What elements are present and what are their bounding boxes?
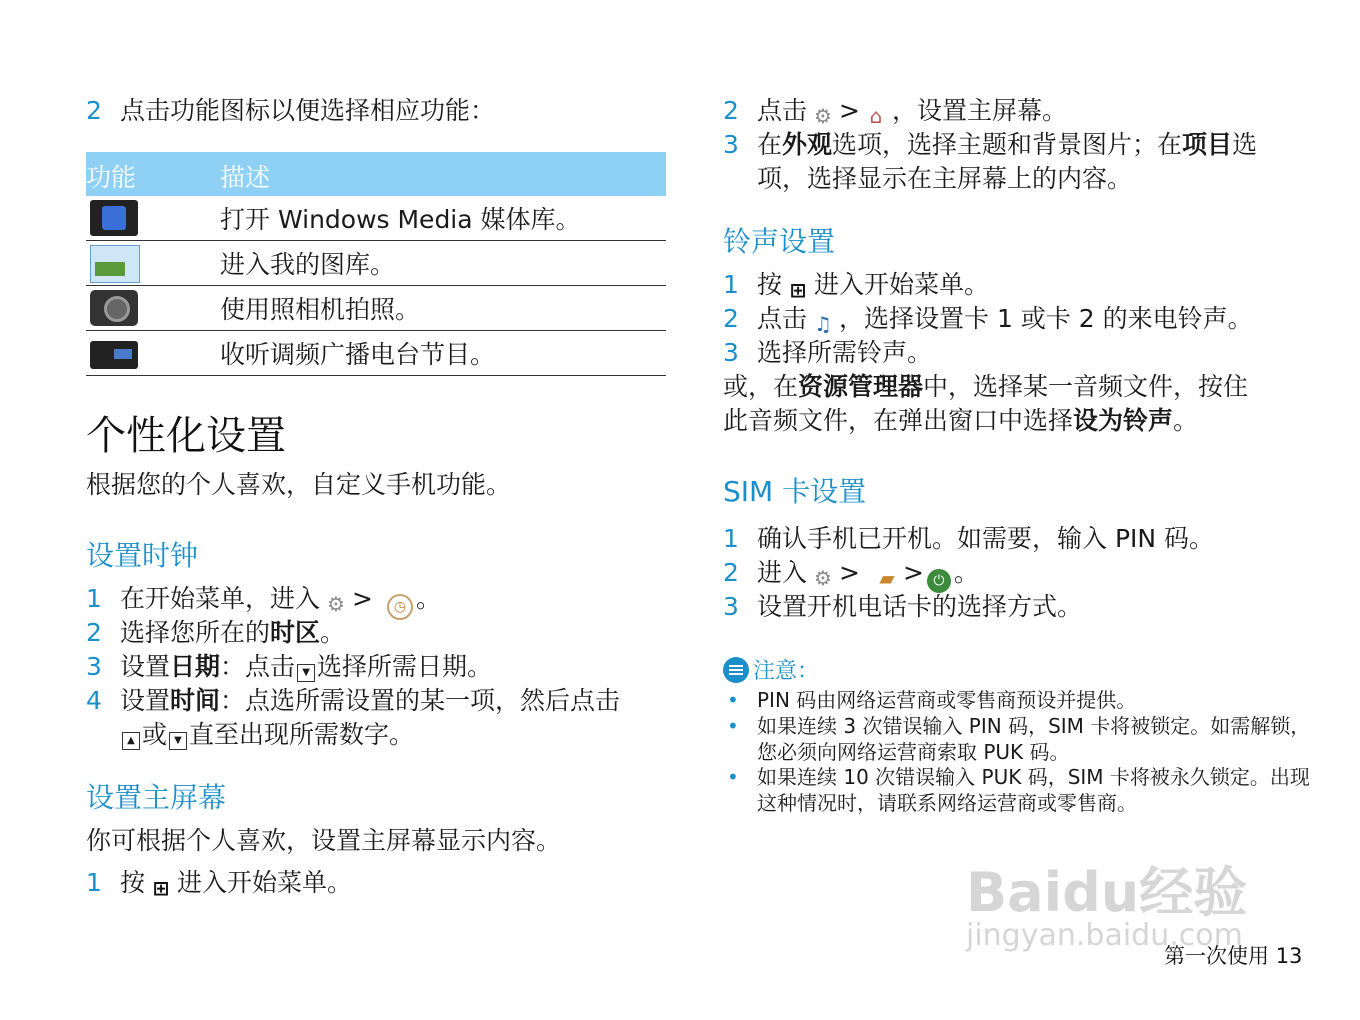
- clock-icon: ◷: [387, 594, 413, 620]
- power-icon: ⏻: [927, 569, 951, 593]
- clock-heading: 设置时钟: [86, 539, 199, 572]
- windows-media-icon[interactable]: [90, 200, 138, 236]
- ringtone-step-1: 1 按 ⊞ 进入开始菜单。: [723, 270, 990, 302]
- home-intro: 你可根据个人喜欢，设置主屏幕显示内容。: [86, 826, 562, 855]
- camera-icon[interactable]: [90, 290, 138, 326]
- page-footer: 第一次使用 13: [1164, 944, 1303, 968]
- sim-heading: SIM 卡设置: [723, 475, 867, 508]
- note-bullet: • PIN 码由网络运营商或零售商预设并提供。: [727, 688, 1137, 712]
- gear-icon: ⚙: [814, 104, 832, 128]
- home-step-1: 1 按 ⊞ 进入开始菜单。: [86, 868, 353, 900]
- table-header-description: 描述: [220, 163, 271, 192]
- table-header: [86, 152, 666, 196]
- ringtone-step-2: 2 点击 ♫ ，选择设置卡 1 或卡 2 的来电铃声。: [723, 304, 1253, 336]
- ringtone-step-3: 3 选择所需铃声。: [723, 338, 933, 367]
- sim-step-2: 2 进入 ⚙ > ▰ > ⏻ 。: [723, 556, 979, 593]
- table-row: [86, 241, 666, 286]
- clock-step-2: 2 选择您所在的时区。: [86, 618, 346, 647]
- table-cell-desc: 打开 Windows Media 媒体库。: [220, 205, 581, 234]
- table-row: [86, 331, 666, 376]
- gallery-icon[interactable]: [90, 245, 140, 283]
- clock-step-3: 3 设置日期：点击 ▼ 选择所需日期。: [86, 652, 493, 681]
- clock-step-4: 4 设置时间：点选所需设置的某一项，然后点击: [86, 686, 621, 715]
- table-cell-desc: 进入我的图库。: [220, 250, 396, 279]
- section-title: 个性化设置: [86, 413, 286, 459]
- table-row: [86, 286, 666, 331]
- table-cell-desc: 使用照相机拍照。: [220, 295, 421, 324]
- note-bullet: • 如果连续 10 次错误输入 PUK 码，SIM 卡将被永久锁定。出现这种情况时，请联系网络运营商或零售商。: [727, 765, 1310, 815]
- home-step-2: 2 点击 ⚙ > ⌂ ，设置主屏幕。: [723, 96, 1067, 128]
- home-icon: ⌂: [869, 104, 883, 128]
- windows-start-icon: ⊞: [152, 876, 170, 900]
- page-number: 13: [1275, 944, 1303, 968]
- watermark-url: jingyan.baidu.com: [966, 918, 1243, 953]
- ringtone-para-line-1: 或，在资源管理器中，选择某一音频文件，按住: [723, 372, 1249, 401]
- windows-start-icon: ⊞: [789, 278, 807, 302]
- radio-icon[interactable]: [90, 341, 138, 369]
- clock-step-1: 1 在开始菜单，进入 ⚙ > ◷ 。: [86, 582, 441, 620]
- table-header-function: 功能: [86, 163, 137, 192]
- section-intro: 根据您的个人喜欢，自定义手机功能。: [86, 470, 512, 499]
- gear-icon: ⚙: [327, 592, 345, 616]
- ringtone-para-line-2: 此音频文件，在弹出窗口中选择设为铃声。: [723, 406, 1199, 435]
- folder-icon: ▰: [879, 566, 895, 590]
- note-icon: [723, 657, 749, 683]
- table-row: [86, 196, 666, 241]
- dropdown-button-icon: ▼: [297, 664, 315, 682]
- ringtone-heading: 铃声设置: [723, 225, 836, 258]
- table-cell-desc: 收听调频广播电台节目。: [220, 340, 496, 369]
- watermark-logo: Baidu经验: [966, 861, 1248, 924]
- sim-step-1: 1 确认手机已开机。如需要，输入 PIN 码。: [723, 524, 1215, 553]
- ringtone-icon: ♫: [814, 312, 832, 336]
- note-bullet: • 如果连续 3 次错误输入 PIN 码，SIM 卡将被锁定。如需解锁，您必须向网络运营商索取 PUK 码。: [727, 714, 1311, 764]
- up-button-icon: ▲: [122, 732, 140, 750]
- sim-step-3: 3 设置开机电话卡的选择方式。: [723, 592, 1083, 621]
- gear-icon: ⚙: [814, 566, 832, 590]
- home-step-3-cont: 项，选择显示在主屏幕上的内容。: [757, 164, 1133, 193]
- function-table: [86, 152, 666, 376]
- down-button-icon: ▼: [169, 732, 187, 750]
- intro-step: 2 点击功能图标以便选择相应功能：: [86, 96, 496, 125]
- home-step-3: 3 在外观选项，选择主题和背景图片；在项目选: [723, 130, 1258, 159]
- note-heading: 注意：: [723, 654, 819, 685]
- home-heading: 设置主屏幕: [86, 781, 227, 814]
- clock-step-4-cont: ▲ 或 ▼ 直至出现所需数字。: [86, 718, 414, 752]
